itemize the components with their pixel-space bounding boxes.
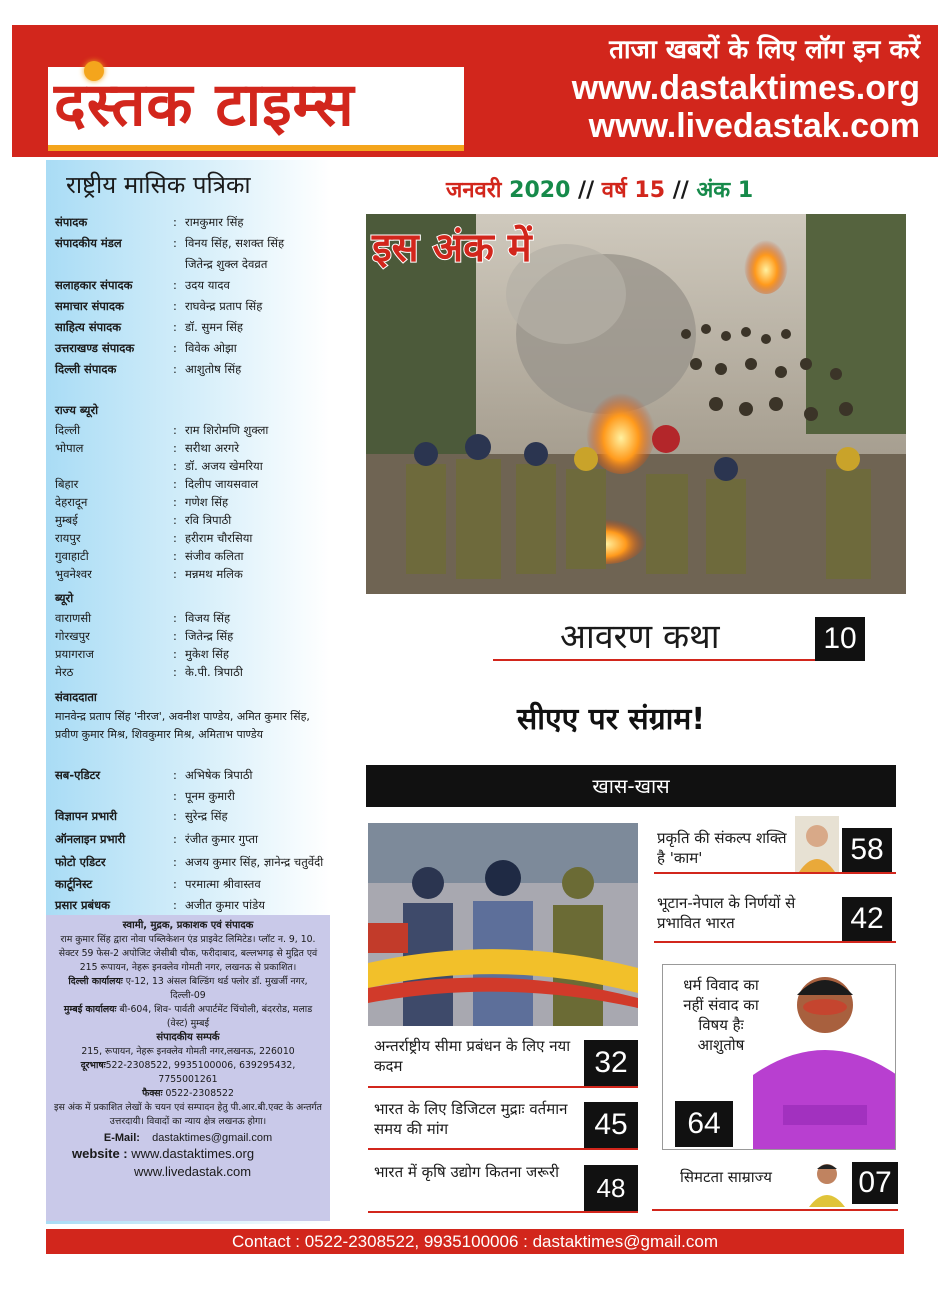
staff-name: अभिषेक त्रिपाठी [185,768,253,782]
article-rule [654,872,896,874]
header-tagline: ताजा खबरों के लिए लॉग इन करें [609,35,920,65]
staff-role: संपादक [55,215,88,229]
article-rule [368,1211,638,1213]
author-portrait-icon [807,1157,847,1207]
issue-separator: // [672,178,689,203]
bureau-name: मुकेश सिंह [185,647,230,661]
interview-box [662,964,896,1150]
staff-role: साहित्य संपादक [55,320,122,334]
staff-name: रामकुमार सिंह [185,215,244,229]
article-page[interactable]: 42 [842,897,892,941]
logo-underline [48,145,464,151]
bureau-name: सरीथा अरगरे [185,441,240,455]
email-line [54,1131,322,1145]
bureau-city: प्रयागराज [55,647,94,661]
issue-year: 2020 [509,178,571,203]
border-management-photo [368,823,638,1026]
staff-role: संपादकीय मंडल [55,236,122,250]
staff-name: अजीत कुमार पांडेय [185,898,265,912]
article-page[interactable]: 07 [852,1162,898,1204]
staff-name: जितेन्द्र शुक्ल देवव्रत [185,257,268,271]
cover-story-title: आवरण कथा [560,617,720,657]
mumbai-office-address: बी-604, शिव- पार्वती अपार्टमेंट चिंचोली, बंदररोड, मलाड (वेस्ट) मुम्बई [119,1004,313,1029]
bureau-city: भोपाल [55,441,84,455]
article-title[interactable]: प्रकृति की संकल्प शक्ति है 'काम' [657,829,787,867]
article-page[interactable]: 48 [584,1165,638,1211]
delhi-office-label: दिल्ली कार्यालयः [68,976,123,987]
staff-role: सलाहकार संपादक [55,278,133,292]
website-line [54,1145,322,1163]
issue-volume: वर्ष 15 [601,178,666,203]
bureau-name: दिलीप जायसवाल [185,477,259,491]
bureau-city: बिहार [55,477,79,491]
logo-wordmark: दस्तक टाइम्स [54,70,355,140]
staff-role: समाचार संपादक [55,299,124,313]
fax-number: 0522-2308522 [165,1088,234,1099]
article-title[interactable]: भारत के लिए डिजिटल मुद्राः वर्तमान समय की मांग [374,1100,568,1138]
state-bureau-heading: राज्य ब्यूरो [55,403,99,417]
author-thumbnail [795,816,839,872]
staff-name: पूनम कुमारी [185,789,235,803]
bureau-name: मन्नमथ मलिक [185,567,243,581]
delhi-office-address: ए-12, 13 अंसल बिल्डिंग थर्ड फ्लोर डॉ. मुखर्जी नगर, दिल्ली-09 [125,976,308,1001]
bureau-name: विजय सिंह [185,611,231,625]
staff-role: ऑनलाइन प्रभारी [55,832,126,846]
staff-role: कार्टूनिस्ट [55,877,93,891]
issue-info [446,174,753,204]
staff-name: विनय सिंह, सशक्त सिंह [185,236,285,250]
website-link-2[interactable]: www.livedastak.com [134,1164,252,1179]
staff-role: उत्तराखण्ड संपादक [55,341,135,355]
article-title[interactable]: अन्तर्राष्ट्रीय सीमा प्रबंधन के लिए नया कदम [374,1037,571,1075]
staff-role: सब-एडिटर [55,768,101,782]
bureau-city: गुवाहाटी [55,549,89,563]
bureau-name: राम शिरोमणि शुक्ला [185,423,269,437]
phone-line [54,1059,322,1087]
bureau-city: दिल्ली [55,423,81,437]
staff-role: विज्ञापन प्रभारी [55,809,117,823]
phone-label: दूरभाषः [80,1060,106,1071]
fax-line [54,1087,322,1101]
logo [48,59,464,151]
author-thumbnail [807,1157,847,1207]
correspondents-heading: संवाददाता [55,690,97,704]
staff-name: आशुतोष सिंह [185,362,242,376]
article-rule [654,941,896,943]
bureau-name: जितेन्द्र सिंह [185,629,234,643]
mumbai-office [54,1003,322,1031]
email-label: E-Mail: [103,1132,140,1144]
website-link-1[interactable]: www.dastaktimes.org [131,1146,255,1161]
issue-month: जनवरी [446,178,502,203]
phone-numbers: 522-2308522, 9935100006, 639295432, 7755001261 [105,1060,296,1085]
article-page[interactable]: 32 [584,1040,638,1086]
article-title[interactable]: भारत में कृषि उद्योग कितना जरूरी [374,1163,559,1181]
masthead-banner [12,25,938,157]
publisher-title: स्वामी, मुद्रक, प्रकाशक एवं संपादक [122,920,254,931]
footer-contact-bar: Contact : 0522-2308522, 9935100006 : dastaktimes@gmail.com [46,1229,904,1254]
logo-top-strip [48,59,464,67]
disclaimer: इस अंक में प्रकाशित लेखों के चयन एवं सम्पादन हेतु पी.आर.बी.एक्ट के अन्तर्गत उत्तरदायी। विवादों का न्याय क्षेत्र लखनऊ होगा। [54,1102,322,1127]
issue-number: अंक 1 [696,178,754,203]
mumbai-office-label: मुम्बई कार्यालयः [63,1004,117,1015]
bureau-city: वाराणसी [55,611,92,625]
editorial-contact-address: 215, रूपायन, नेहरू इनक्लेव गोमती नगर,लखनऊ, 226010 [81,1046,295,1057]
header-website-1[interactable]: www.dastaktimes.org [571,69,920,107]
cover-story-headline[interactable]: सीएए पर संग्राम! [517,702,706,737]
bureau-name: रवि त्रिपाठी [185,513,232,527]
article-title[interactable]: सिमटता साम्राज्य [680,1168,772,1186]
bureau-city: रायपुर [55,531,81,545]
bureau-name: के.पी. त्रिपाठी [185,665,243,679]
email-address[interactable]: dastaktimes@gmail.com [152,1132,273,1144]
delhi-office [54,975,322,1003]
publisher-info [46,915,330,1221]
interviewee-portrait-icon [753,965,896,1150]
article-rule [368,1148,638,1150]
staff-name: उदय यादव [185,278,230,292]
article-page[interactable]: 58 [842,828,892,872]
cover-photo [366,214,906,594]
article-page[interactable]: 45 [584,1102,638,1148]
staff-name: सुरेन्द्र सिंह [185,809,228,823]
staff-name: डॉ. सुमन सिंह [185,320,243,334]
in-this-issue-label: इस अंक में [372,225,532,271]
staff-name: अजय कुमार सिंह, ज्ञानेन्द्र चतुर्वेदी [185,855,324,869]
staff-role: फोटो एडिटर [55,855,106,869]
magazine-type: राष्ट्रीय मासिक पत्रिका [66,171,251,199]
article-title[interactable]: भूटान-नेपाल के निर्णयों से प्रभावित भारत [657,894,796,932]
website-label: website : [72,1146,128,1161]
publisher-body: राम कुमार सिंह द्वारा नोवा पब्लिकेशन एंड प्राइवेट लिमिटेड। प्लॉट न. 9, 10. सेक्टर 59 फेस-2 अपोजिट जेसीबी चौक, फरीदाबाद, बल्लभगढ़ से मुद्रित एवं 215 रूपायन, नेहरू इनक्लेव गोमती नगर, लखनऊ से प्रकाशित। [58,934,318,973]
staff-name: विवेक ओझा [185,341,237,355]
article-title[interactable]: धर्म विवाद का नहीं संवाद का विषय हैः आशुतोष [683,976,759,1054]
article-page[interactable]: 64 [675,1101,733,1147]
bureau-name: डॉ. अजय खेमरिया [185,459,263,473]
cover-story-rule [493,659,815,661]
correspondents-list: मानवेन्द्र प्रताप सिंह 'नीरज', अवनीश पाण्डेय, अमित कुमार सिंह, प्रवीण कुमार मिश्र, शिवकुमार मिश्र, अमिताभ पाण्डेय [55,710,310,741]
bureau-name: हरीराम चौरसिया [185,531,253,545]
cover-story-page[interactable]: 10 [815,617,865,661]
bureau-city: देहरादून [55,495,88,509]
header-website-2[interactable]: www.livedastak.com [588,107,920,145]
staff-name: रंजीत कुमार गुप्ता [185,832,259,846]
khas-khas-header: खास-खास [366,765,896,807]
staff-role: प्रसार प्रबंधक [55,898,111,912]
article-rule [368,1086,638,1088]
bureau-heading: ब्यूरो [55,591,74,605]
article-rule [652,1209,898,1211]
bureau-name: संजीव कलिता [185,549,244,563]
author-portrait-icon [795,816,839,872]
bureau-city: मुम्बई [55,513,78,527]
staff-role: दिल्ली संपादक [55,362,117,376]
header-tagline-block [572,31,920,145]
fax-label: फैक्सः [142,1088,163,1099]
editorial-contact-title: संपादकीय सम्पर्क [156,1032,220,1043]
bureau-name: गणेश सिंह [185,495,229,509]
staff-name: राघवेन्द्र प्रताप सिंह [185,299,263,313]
issue-separator: // [578,178,595,203]
staff-name: परमात्मा श्रीवास्तव [185,877,261,891]
bureau-city: मेरठ [55,665,74,679]
ribbon-cutting-illustration [368,823,638,1026]
bureau-city: गोरखपुर [55,629,90,643]
bureau-city: भुवनेश्वर [55,567,92,581]
